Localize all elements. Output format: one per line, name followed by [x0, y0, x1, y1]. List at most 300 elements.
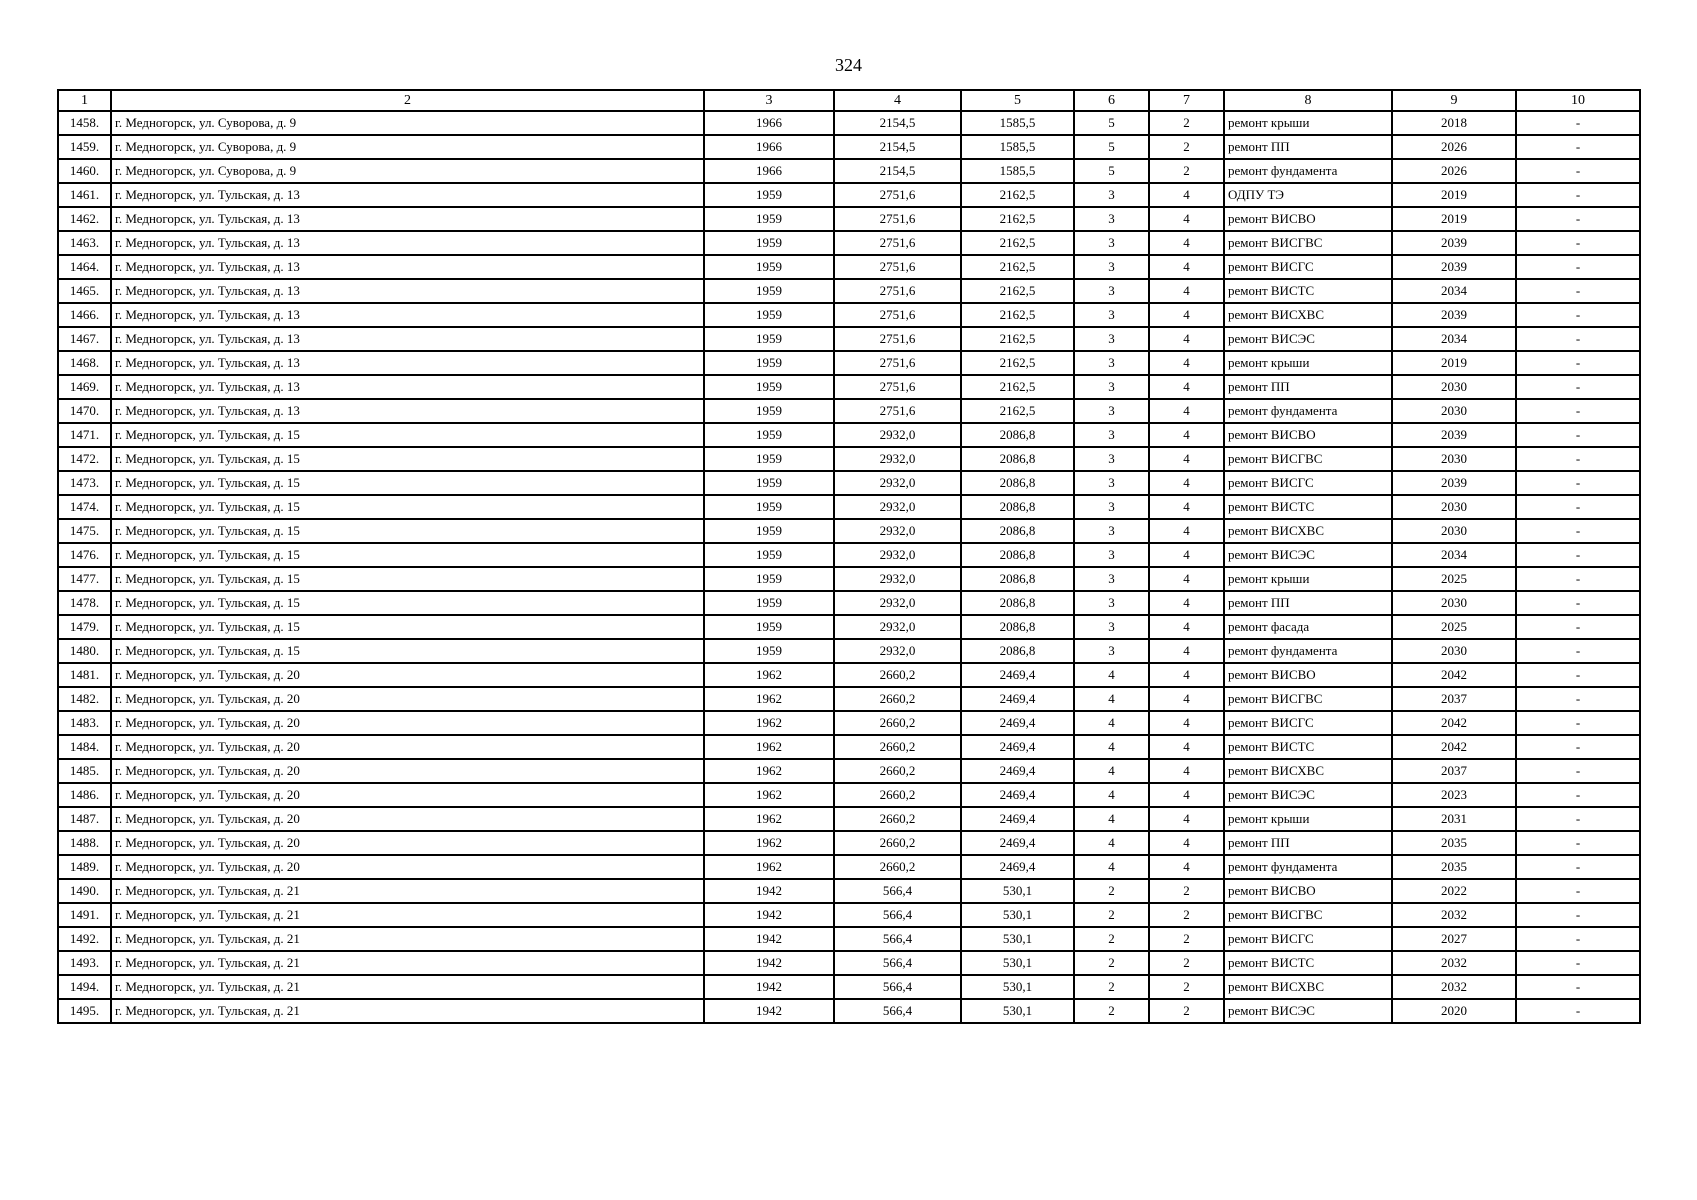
planned-year-cell: 2030	[1392, 375, 1516, 399]
table-row	[58, 663, 1640, 687]
entrances-cell: 2	[1149, 111, 1224, 135]
table-row	[58, 543, 1640, 567]
planned-year-cell: 2030	[1392, 495, 1516, 519]
total-area-cell: 566,4	[834, 999, 961, 1023]
planned-year-cell: 2030	[1392, 399, 1516, 423]
planned-year-cell: 2039	[1392, 231, 1516, 255]
total-area-cell: 2932,0	[834, 639, 961, 663]
year-built-cell: 1962	[704, 807, 834, 831]
note-cell: -	[1516, 735, 1640, 759]
page-number: 324	[835, 55, 862, 75]
planned-year-cell: 2042	[1392, 711, 1516, 735]
address-cell: г. Медногорск, ул. Тульская, д. 13	[111, 207, 704, 231]
note-cell: -	[1516, 519, 1640, 543]
address-cell: г. Медногорск, ул. Суворова, д. 9	[111, 111, 704, 135]
table-row	[58, 231, 1640, 255]
floors-cell: 3	[1074, 447, 1149, 471]
note-cell: -	[1516, 111, 1640, 135]
year-built-cell: 1959	[704, 255, 834, 279]
entrances-cell: 2	[1149, 975, 1224, 999]
note-cell: -	[1516, 399, 1640, 423]
address-cell: г. Медногорск, ул. Тульская, д. 21	[111, 927, 704, 951]
floors-cell: 3	[1074, 615, 1149, 639]
entrances-cell: 4	[1149, 351, 1224, 375]
table-row	[58, 351, 1640, 375]
work-type-cell: ремонт крыши	[1224, 567, 1392, 591]
floors-cell: 3	[1074, 327, 1149, 351]
total-area-cell: 2660,2	[834, 735, 961, 759]
year-built-cell: 1966	[704, 135, 834, 159]
total-area-cell: 566,4	[834, 903, 961, 927]
entrances-cell: 2	[1149, 879, 1224, 903]
entrances-cell: 4	[1149, 327, 1224, 351]
row-number-cell: 1468.	[58, 351, 111, 375]
living-area-cell: 530,1	[961, 975, 1074, 999]
total-area-cell: 2660,2	[834, 711, 961, 735]
year-built-cell: 1959	[704, 615, 834, 639]
address-cell: г. Медногорск, ул. Тульская, д. 20	[111, 783, 704, 807]
year-built-cell: 1942	[704, 975, 834, 999]
table-row	[58, 951, 1640, 975]
address-cell: г. Медногорск, ул. Тульская, д. 20	[111, 759, 704, 783]
total-area-cell: 2932,0	[834, 495, 961, 519]
living-area-cell: 2086,8	[961, 567, 1074, 591]
work-type-cell: ремонт фундамента	[1224, 159, 1392, 183]
entrances-cell: 4	[1149, 759, 1224, 783]
work-type-cell: ремонт ВИСГС	[1224, 255, 1392, 279]
table-row	[58, 183, 1640, 207]
year-built-cell: 1966	[704, 159, 834, 183]
note-cell: -	[1516, 975, 1640, 999]
row-number-cell: 1495.	[58, 999, 111, 1023]
living-area-cell: 2162,5	[961, 375, 1074, 399]
entrances-cell: 4	[1149, 375, 1224, 399]
year-built-cell: 1942	[704, 999, 834, 1023]
total-area-cell: 2751,6	[834, 351, 961, 375]
address-cell: г. Медногорск, ул. Тульская, д. 13	[111, 279, 704, 303]
work-type-cell: ремонт фундамента	[1224, 399, 1392, 423]
note-cell: -	[1516, 783, 1640, 807]
address-cell: г. Медногорск, ул. Тульская, д. 20	[111, 735, 704, 759]
note-cell: -	[1516, 999, 1640, 1023]
work-type-cell: ремонт ПП	[1224, 831, 1392, 855]
table-row	[58, 759, 1640, 783]
entrances-cell: 4	[1149, 831, 1224, 855]
table-row	[58, 207, 1640, 231]
planned-year-cell: 2035	[1392, 855, 1516, 879]
address-cell: г. Медногорск, ул. Тульская, д. 15	[111, 615, 704, 639]
living-area-cell: 530,1	[961, 999, 1074, 1023]
total-area-cell: 566,4	[834, 975, 961, 999]
planned-year-cell: 2026	[1392, 135, 1516, 159]
work-type-cell: ремонт фундамента	[1224, 639, 1392, 663]
entrances-cell: 2	[1149, 927, 1224, 951]
total-area-cell: 2751,6	[834, 375, 961, 399]
table-row	[58, 927, 1640, 951]
table-row	[58, 639, 1640, 663]
year-built-cell: 1959	[704, 303, 834, 327]
planned-year-cell: 2037	[1392, 759, 1516, 783]
work-type-cell: ремонт крыши	[1224, 351, 1392, 375]
note-cell: -	[1516, 543, 1640, 567]
entrances-cell: 4	[1149, 807, 1224, 831]
work-type-cell: ремонт ВИСТС	[1224, 279, 1392, 303]
living-area-cell: 530,1	[961, 951, 1074, 975]
floors-cell: 3	[1074, 519, 1149, 543]
floors-cell: 4	[1074, 783, 1149, 807]
entrances-cell: 4	[1149, 615, 1224, 639]
planned-year-cell: 2037	[1392, 687, 1516, 711]
total-area-cell: 2932,0	[834, 471, 961, 495]
floors-cell: 3	[1074, 279, 1149, 303]
table-row	[58, 711, 1640, 735]
year-built-cell: 1962	[704, 831, 834, 855]
address-cell: г. Медногорск, ул. Тульская, д. 13	[111, 399, 704, 423]
row-number-cell: 1485.	[58, 759, 111, 783]
table-row	[58, 303, 1640, 327]
work-type-cell: ремонт фундамента	[1224, 855, 1392, 879]
total-area-cell: 2751,6	[834, 231, 961, 255]
column-header: 10	[1516, 90, 1640, 111]
year-built-cell: 1959	[704, 519, 834, 543]
planned-year-cell: 2035	[1392, 831, 1516, 855]
planned-year-cell: 2039	[1392, 303, 1516, 327]
table-row	[58, 615, 1640, 639]
living-area-cell: 2162,5	[961, 255, 1074, 279]
column-header: 4	[834, 90, 961, 111]
living-area-cell: 530,1	[961, 903, 1074, 927]
note-cell: -	[1516, 759, 1640, 783]
total-area-cell: 2660,2	[834, 687, 961, 711]
table-row	[58, 903, 1640, 927]
living-area-cell: 2162,5	[961, 351, 1074, 375]
address-cell: г. Медногорск, ул. Тульская, д. 20	[111, 711, 704, 735]
note-cell: -	[1516, 639, 1640, 663]
entrances-cell: 2	[1149, 951, 1224, 975]
total-area-cell: 2751,6	[834, 207, 961, 231]
note-cell: -	[1516, 327, 1640, 351]
note-cell: -	[1516, 711, 1640, 735]
living-area-cell: 2469,4	[961, 711, 1074, 735]
year-built-cell: 1959	[704, 591, 834, 615]
year-built-cell: 1959	[704, 567, 834, 591]
year-built-cell: 1959	[704, 279, 834, 303]
work-type-cell: ремонт ВИСТС	[1224, 735, 1392, 759]
work-type-cell: ремонт ВИСВО	[1224, 663, 1392, 687]
note-cell: -	[1516, 279, 1640, 303]
row-number-cell: 1488.	[58, 831, 111, 855]
address-cell: г. Медногорск, ул. Тульская, д. 15	[111, 519, 704, 543]
work-type-cell: ремонт ВИСЭС	[1224, 327, 1392, 351]
row-number-cell: 1477.	[58, 567, 111, 591]
floors-cell: 4	[1074, 735, 1149, 759]
work-type-cell: ремонт ВИСГВС	[1224, 903, 1392, 927]
total-area-cell: 2932,0	[834, 543, 961, 567]
row-number-cell: 1461.	[58, 183, 111, 207]
work-type-cell: ремонт крыши	[1224, 807, 1392, 831]
table-row	[58, 255, 1640, 279]
floors-cell: 3	[1074, 183, 1149, 207]
planned-year-cell: 2023	[1392, 783, 1516, 807]
row-number-cell: 1465.	[58, 279, 111, 303]
row-number-cell: 1489.	[58, 855, 111, 879]
note-cell: -	[1516, 255, 1640, 279]
work-type-cell: ремонт ВИСХВС	[1224, 303, 1392, 327]
entrances-cell: 4	[1149, 303, 1224, 327]
living-area-cell: 2086,8	[961, 615, 1074, 639]
note-cell: -	[1516, 615, 1640, 639]
year-built-cell: 1959	[704, 447, 834, 471]
living-area-cell: 2086,8	[961, 639, 1074, 663]
year-built-cell: 1959	[704, 183, 834, 207]
table-row	[58, 279, 1640, 303]
floors-cell: 3	[1074, 471, 1149, 495]
column-header: 6	[1074, 90, 1149, 111]
entrances-cell: 4	[1149, 399, 1224, 423]
floors-cell: 2	[1074, 927, 1149, 951]
living-area-cell: 2469,4	[961, 735, 1074, 759]
planned-year-cell: 2026	[1392, 159, 1516, 183]
total-area-cell: 566,4	[834, 879, 961, 903]
column-header: 2	[111, 90, 704, 111]
planned-year-cell: 2034	[1392, 327, 1516, 351]
year-built-cell: 1959	[704, 231, 834, 255]
living-area-cell: 2469,4	[961, 831, 1074, 855]
total-area-cell: 2660,2	[834, 759, 961, 783]
floors-cell: 5	[1074, 135, 1149, 159]
work-type-cell: ремонт ВИСТС	[1224, 951, 1392, 975]
living-area-cell: 530,1	[961, 927, 1074, 951]
row-number-cell: 1481.	[58, 663, 111, 687]
total-area-cell: 2660,2	[834, 831, 961, 855]
row-number-cell: 1462.	[58, 207, 111, 231]
row-number-cell: 1490.	[58, 879, 111, 903]
entrances-cell: 2	[1149, 135, 1224, 159]
living-area-cell: 2469,4	[961, 855, 1074, 879]
living-area-cell: 2162,5	[961, 231, 1074, 255]
work-type-cell: ремонт ВИСХВС	[1224, 519, 1392, 543]
row-number-cell: 1467.	[58, 327, 111, 351]
address-cell: г. Медногорск, ул. Тульская, д. 13	[111, 255, 704, 279]
table-row	[58, 687, 1640, 711]
living-area-cell: 1585,5	[961, 159, 1074, 183]
planned-year-cell: 2030	[1392, 519, 1516, 543]
note-cell: -	[1516, 567, 1640, 591]
year-built-cell: 1959	[704, 423, 834, 447]
planned-year-cell: 2042	[1392, 663, 1516, 687]
address-cell: г. Медногорск, ул. Тульская, д. 21	[111, 903, 704, 927]
planned-year-cell: 2030	[1392, 639, 1516, 663]
total-area-cell: 2751,6	[834, 183, 961, 207]
total-area-cell: 566,4	[834, 927, 961, 951]
row-number-cell: 1476.	[58, 543, 111, 567]
planned-year-cell: 2042	[1392, 735, 1516, 759]
address-cell: г. Медногорск, ул. Тульская, д. 21	[111, 975, 704, 999]
table-row	[58, 855, 1640, 879]
address-cell: г. Медногорск, ул. Тульская, д. 20	[111, 687, 704, 711]
work-type-cell: ремонт ВИСТС	[1224, 495, 1392, 519]
planned-year-cell: 2025	[1392, 567, 1516, 591]
floors-cell: 3	[1074, 567, 1149, 591]
floors-cell: 5	[1074, 111, 1149, 135]
entrances-cell: 4	[1149, 423, 1224, 447]
total-area-cell: 2660,2	[834, 783, 961, 807]
entrances-cell: 4	[1149, 543, 1224, 567]
table-row	[58, 495, 1640, 519]
row-number-cell: 1471.	[58, 423, 111, 447]
planned-year-cell: 2019	[1392, 207, 1516, 231]
column-header: 5	[961, 90, 1074, 111]
address-cell: г. Медногорск, ул. Тульская, д. 13	[111, 351, 704, 375]
total-area-cell: 2751,6	[834, 303, 961, 327]
address-cell: г. Медногорск, ул. Тульская, д. 15	[111, 639, 704, 663]
table-row	[58, 111, 1640, 135]
floors-cell: 3	[1074, 495, 1149, 519]
living-area-cell: 2086,8	[961, 447, 1074, 471]
total-area-cell: 2932,0	[834, 615, 961, 639]
address-cell: г. Медногорск, ул. Тульская, д. 13	[111, 375, 704, 399]
table-header-row	[58, 90, 1640, 111]
address-cell: г. Медногорск, ул. Тульская, д. 15	[111, 543, 704, 567]
note-cell: -	[1516, 423, 1640, 447]
entrances-cell: 4	[1149, 207, 1224, 231]
work-type-cell: ремонт ВИСВО	[1224, 423, 1392, 447]
table-row	[58, 135, 1640, 159]
table-row	[58, 831, 1640, 855]
planned-year-cell: 2034	[1392, 543, 1516, 567]
table-row	[58, 159, 1640, 183]
entrances-cell: 2	[1149, 903, 1224, 927]
row-number-cell: 1458.	[58, 111, 111, 135]
address-cell: г. Медногорск, ул. Тульская, д. 13	[111, 327, 704, 351]
year-built-cell: 1942	[704, 951, 834, 975]
planned-year-cell: 2020	[1392, 999, 1516, 1023]
living-area-cell: 2162,5	[961, 327, 1074, 351]
entrances-cell: 2	[1149, 159, 1224, 183]
table-row	[58, 807, 1640, 831]
year-built-cell: 1962	[704, 855, 834, 879]
year-built-cell: 1962	[704, 759, 834, 783]
year-built-cell: 1959	[704, 327, 834, 351]
note-cell: -	[1516, 471, 1640, 495]
entrances-cell: 4	[1149, 783, 1224, 807]
address-cell: г. Медногорск, ул. Тульская, д. 20	[111, 807, 704, 831]
address-cell: г. Медногорск, ул. Тульская, д. 20	[111, 663, 704, 687]
row-number-cell: 1479.	[58, 615, 111, 639]
floors-cell: 2	[1074, 999, 1149, 1023]
living-area-cell: 530,1	[961, 879, 1074, 903]
row-number-cell: 1493.	[58, 951, 111, 975]
note-cell: -	[1516, 951, 1640, 975]
work-type-cell: ремонт ПП	[1224, 135, 1392, 159]
address-cell: г. Медногорск, ул. Тульская, д. 15	[111, 423, 704, 447]
year-built-cell: 1959	[704, 495, 834, 519]
planned-year-cell: 2022	[1392, 879, 1516, 903]
floors-cell: 2	[1074, 975, 1149, 999]
year-built-cell: 1942	[704, 927, 834, 951]
total-area-cell: 2932,0	[834, 423, 961, 447]
total-area-cell: 2154,5	[834, 111, 961, 135]
entrances-cell: 4	[1149, 471, 1224, 495]
note-cell: -	[1516, 303, 1640, 327]
row-number-cell: 1483.	[58, 711, 111, 735]
planned-year-cell: 2032	[1392, 975, 1516, 999]
year-built-cell: 1962	[704, 711, 834, 735]
row-number-cell: 1473.	[58, 471, 111, 495]
total-area-cell: 2154,5	[834, 159, 961, 183]
living-area-cell: 2469,4	[961, 783, 1074, 807]
address-cell: г. Медногорск, ул. Тульская, д. 13	[111, 183, 704, 207]
floors-cell: 4	[1074, 831, 1149, 855]
floors-cell: 4	[1074, 711, 1149, 735]
floors-cell: 3	[1074, 231, 1149, 255]
note-cell: -	[1516, 351, 1640, 375]
note-cell: -	[1516, 903, 1640, 927]
year-built-cell: 1959	[704, 375, 834, 399]
planned-year-cell: 2039	[1392, 471, 1516, 495]
living-area-cell: 2469,4	[961, 663, 1074, 687]
entrances-cell: 4	[1149, 639, 1224, 663]
planned-year-cell: 2030	[1392, 447, 1516, 471]
year-built-cell: 1942	[704, 903, 834, 927]
address-cell: г. Медногорск, ул. Тульская, д. 15	[111, 567, 704, 591]
work-type-cell: ремонт ВИСГС	[1224, 927, 1392, 951]
year-built-cell: 1959	[704, 639, 834, 663]
row-number-cell: 1492.	[58, 927, 111, 951]
floors-cell: 2	[1074, 903, 1149, 927]
row-number-cell: 1463.	[58, 231, 111, 255]
table-row	[58, 471, 1640, 495]
work-type-cell: ремонт ВИСВО	[1224, 879, 1392, 903]
floors-cell: 3	[1074, 255, 1149, 279]
work-type-cell: ремонт ВИСГС	[1224, 471, 1392, 495]
note-cell: -	[1516, 495, 1640, 519]
living-area-cell: 2086,8	[961, 591, 1074, 615]
year-built-cell: 1959	[704, 399, 834, 423]
planned-year-cell: 2019	[1392, 183, 1516, 207]
work-type-cell: ремонт ВИСЭС	[1224, 543, 1392, 567]
floors-cell: 4	[1074, 807, 1149, 831]
table-row	[58, 447, 1640, 471]
table-row	[58, 591, 1640, 615]
table-row	[58, 375, 1640, 399]
column-header: 9	[1392, 90, 1516, 111]
row-number-cell: 1484.	[58, 735, 111, 759]
floors-cell: 3	[1074, 423, 1149, 447]
note-cell: -	[1516, 831, 1640, 855]
column-header: 3	[704, 90, 834, 111]
floors-cell: 4	[1074, 687, 1149, 711]
row-number-cell: 1482.	[58, 687, 111, 711]
row-number-cell: 1459.	[58, 135, 111, 159]
year-built-cell: 1966	[704, 111, 834, 135]
total-area-cell: 2660,2	[834, 855, 961, 879]
table-row	[58, 879, 1640, 903]
work-type-cell: ремонт ПП	[1224, 375, 1392, 399]
living-area-cell: 2086,8	[961, 471, 1074, 495]
planned-year-cell: 2027	[1392, 927, 1516, 951]
address-cell: г. Медногорск, ул. Суворова, д. 9	[111, 135, 704, 159]
row-number-cell: 1491.	[58, 903, 111, 927]
work-type-cell: ремонт ВИСЭС	[1224, 783, 1392, 807]
row-number-cell: 1475.	[58, 519, 111, 543]
table-row	[58, 423, 1640, 447]
work-type-cell: ремонт фасада	[1224, 615, 1392, 639]
entrances-cell: 4	[1149, 711, 1224, 735]
planned-year-cell: 2032	[1392, 951, 1516, 975]
table-row	[58, 999, 1640, 1023]
year-built-cell: 1962	[704, 663, 834, 687]
